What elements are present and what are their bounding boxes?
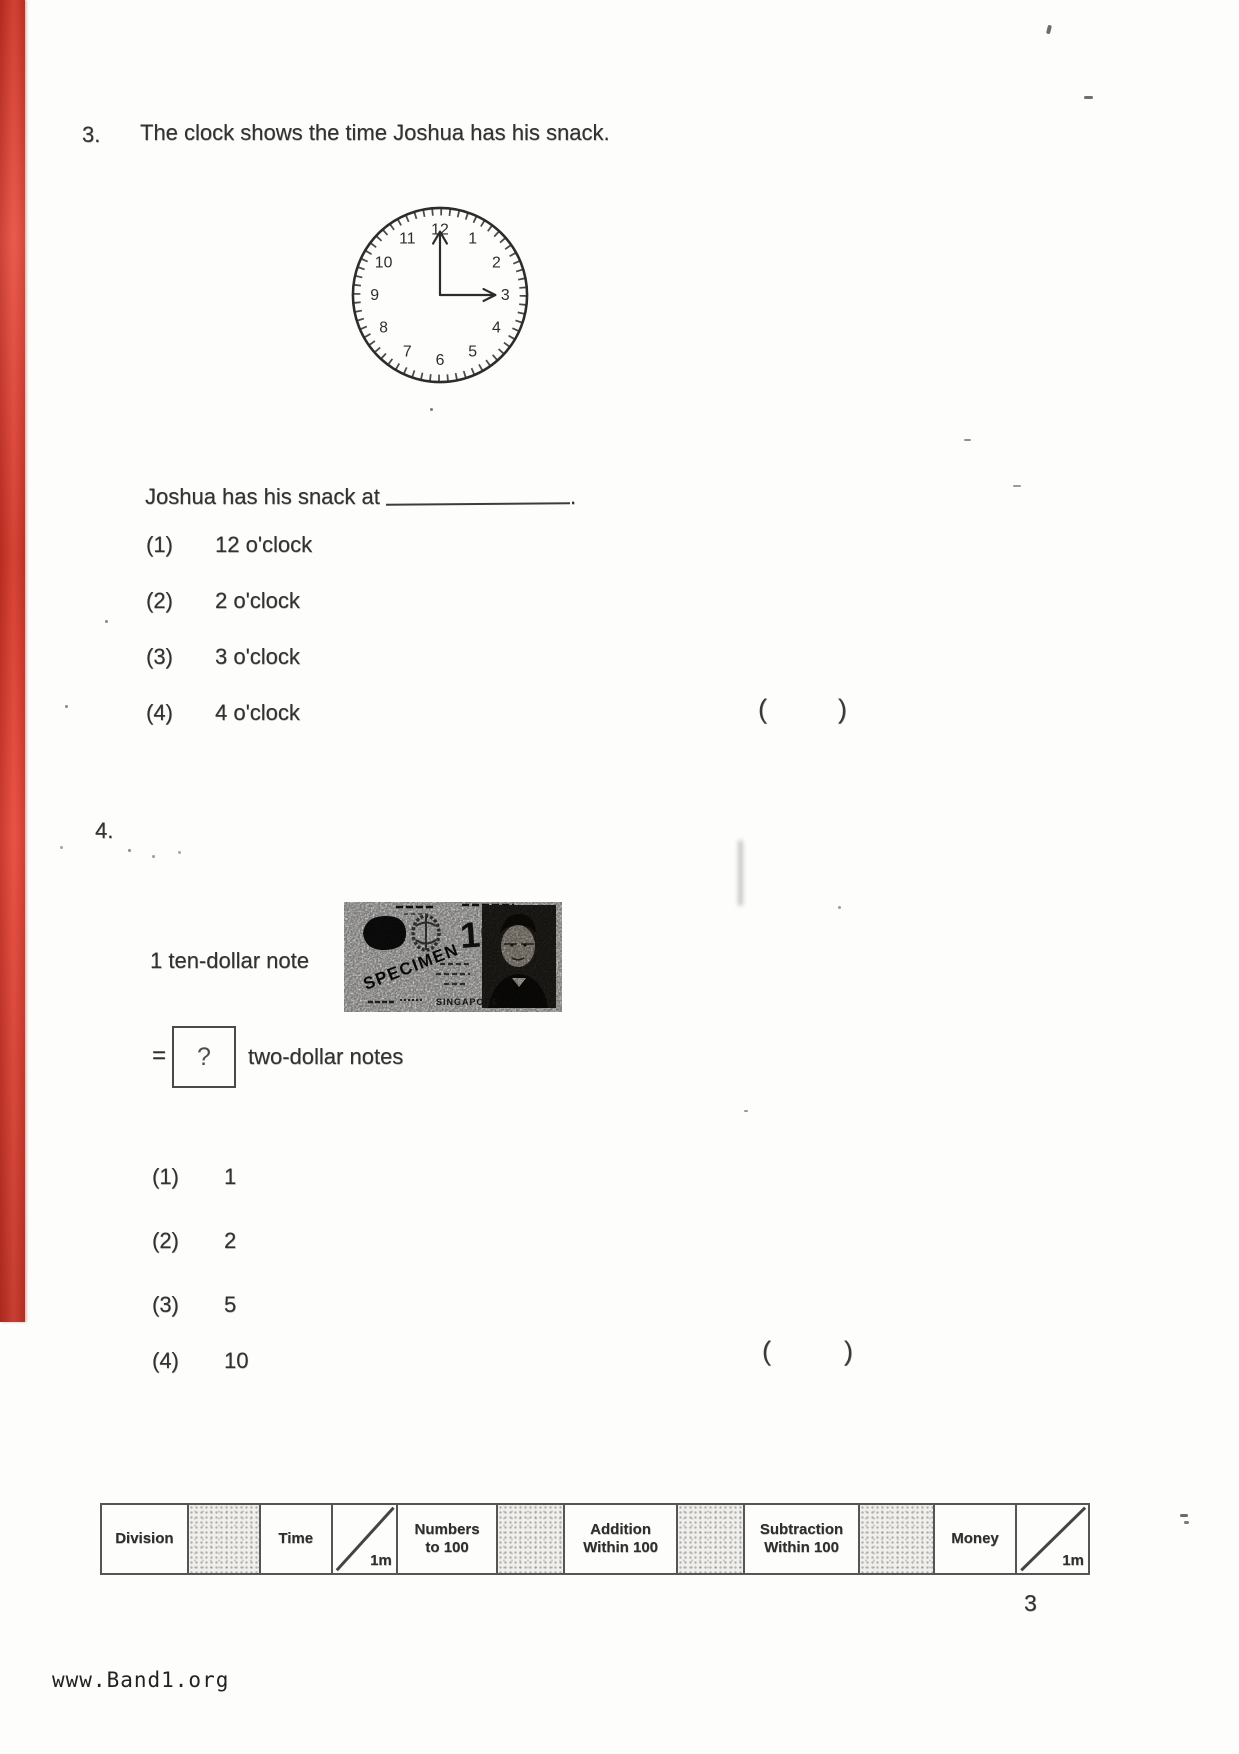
topic-marking-strip [100, 1503, 1090, 1575]
note-scan-noise [344, 902, 562, 1012]
svg-text:7: 7 [402, 343, 412, 361]
q4-option1-value: 1 [224, 1164, 237, 1189]
svg-text:12: 12 [431, 221, 449, 239]
q3-option4-label: (4) [146, 700, 173, 725]
scan-speck [1013, 485, 1021, 487]
svg-text:4: 4 [491, 319, 501, 337]
q4-option4-label: (4) [152, 1348, 179, 1373]
page-number: 3 [1024, 1590, 1037, 1616]
q4-after-box-text: two-dollar notes [248, 1044, 404, 1069]
topic-cell-subtraction-within-100: Subtraction Within 100 [743, 1505, 858, 1573]
topic-cell-shaded [187, 1505, 259, 1573]
q4-option1-label: (1) [152, 1164, 179, 1189]
topic-cell-mark-1m: 1m [331, 1505, 396, 1573]
scan-speck [178, 851, 181, 854]
scan-speck [1180, 1514, 1188, 1517]
q3-option2-label: (2) [146, 588, 173, 613]
q3-prompt: The clock shows the time Joshua has his snack. [140, 120, 610, 145]
svg-text:10: 10 [374, 254, 393, 272]
topic-cell-money: Money [933, 1505, 1015, 1573]
topic-cell-division: Division [115, 1530, 174, 1547]
topic-cell-shaded [676, 1505, 743, 1573]
topic-cell-addition-within-100: Addition Within 100 [563, 1505, 675, 1573]
svg-text:9: 9 [370, 286, 380, 304]
svg-text:5: 5 [468, 343, 478, 361]
q4-unknown-box [172, 1026, 236, 1088]
q4-option2-value: 2 [224, 1228, 237, 1253]
clock-face-image [346, 201, 534, 389]
scan-speck [1046, 25, 1052, 35]
q3-option4-value: 4 o'clock [215, 700, 300, 725]
q3-answer-blank-line [386, 502, 570, 506]
svg-text:6: 6 [435, 352, 445, 370]
clock-hour-hand [440, 289, 495, 301]
q3-answer-period: . [569, 484, 577, 509]
scan-speck [964, 439, 971, 441]
topic-cell-numbers-to-100: Numbers to 100 [396, 1505, 497, 1573]
q4-equals-sign: = [152, 1042, 167, 1069]
q3-option3-label: (3) [146, 644, 173, 669]
q4-answer-bracket-close: ) [844, 1336, 853, 1366]
topic-cell-time: Time [259, 1505, 331, 1573]
q3-answer-bracket-open: ( [758, 694, 767, 724]
q4-option3-value: 5 [224, 1292, 237, 1317]
q3-option2-value: 2 o'clock [215, 588, 300, 613]
clock-minute-hand [433, 232, 447, 295]
scan-speck [838, 906, 841, 909]
ten-dollar-note-image [344, 902, 562, 1012]
topic-cell-mark-1m: 1m [1015, 1505, 1088, 1573]
q3-answer-before-blank: Joshua has his snack at [145, 484, 380, 509]
topic-cell-shaded [496, 1505, 563, 1573]
q3-answer-sentence [145, 484, 576, 510]
scan-speck [105, 620, 108, 623]
scan-speck [128, 849, 131, 852]
scan-speck [1184, 1521, 1189, 1524]
q4-answer-bracket-open: ( [762, 1336, 771, 1366]
q3-option1-label: (1) [146, 532, 173, 557]
watermark-url: www.Band1.org [52, 1668, 230, 1692]
scan-speck [60, 846, 63, 849]
svg-text:11: 11 [399, 230, 416, 248]
scan-speck [65, 705, 68, 708]
scan-speck [744, 1110, 748, 1112]
q3-option3-value: 3 o'clock [215, 644, 300, 669]
q4-number: 4. [95, 818, 114, 843]
q4-statement: 1 ten-dollar note [150, 948, 309, 973]
q3-number: 3. [82, 122, 101, 147]
q4-option3-label: (3) [152, 1292, 179, 1317]
q3-answer-bracket-close: ) [838, 694, 847, 724]
q4-option2-label: (2) [152, 1228, 179, 1253]
scan-speck [430, 408, 433, 411]
scan-speck [1084, 96, 1093, 99]
svg-text:2: 2 [491, 254, 501, 272]
binding-red-strip [0, 0, 25, 1322]
scan-smudge [738, 840, 743, 906]
svg-text:3: 3 [500, 286, 510, 304]
q3-option1-value: 12 o'clock [215, 532, 313, 557]
svg-text:8: 8 [379, 319, 389, 337]
scan-speck [152, 855, 155, 858]
svg-text:1: 1 [468, 230, 478, 248]
topic-cell-shaded [858, 1505, 933, 1573]
q4-option4-value: 10 [224, 1348, 249, 1373]
q4-unknown-value: ? [197, 1042, 211, 1071]
